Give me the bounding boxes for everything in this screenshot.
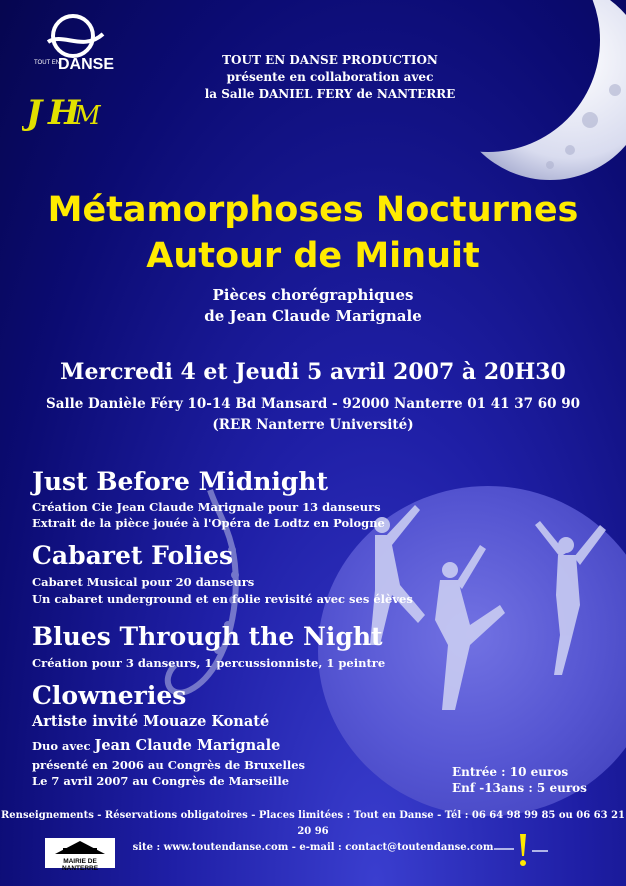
price-block	[452, 764, 587, 796]
show-4-guest: Artiste invité Mouaze Konaté	[32, 713, 270, 730]
svg-text:DANSE: DANSE	[58, 56, 115, 72]
main-subtitle: Autour de Minuit	[146, 236, 480, 276]
venue-transport: (RER Nanterre Université)	[212, 417, 414, 433]
mairie-logo	[45, 838, 115, 872]
choreography-credit	[0, 285, 626, 327]
choreography-line-2: de Jean Claude Marignale	[204, 307, 422, 325]
production-line-1: TOUT EN DANSE PRODUCTION	[222, 53, 438, 67]
show-4-duo-label: Duo avec	[32, 739, 91, 753]
partner-logo	[22, 92, 122, 132]
mairie-label: MAIRIE DE NANTERRE	[61, 858, 99, 872]
main-title: Métamorphoses Nocturnes	[47, 190, 579, 230]
production-line-2: présente en collaboration avec	[226, 70, 434, 84]
venue-address: Salle Danièle Féry 10-14 Bd Mansard - 92000 Nanterre 01 41 37 60 90	[45, 396, 580, 412]
show-2-line-1: Cabaret Musical pour 20 danseurs	[32, 575, 255, 589]
svg-text:H: H	[48, 93, 81, 132]
show-title-3: Blues Through the Night	[32, 622, 383, 651]
show-4-line-4: Le 7 avril 2007 au Congrès de Marseille	[32, 774, 290, 788]
tout-en-danse-logo	[28, 12, 118, 72]
show-4-line-1	[32, 714, 269, 730]
svg-text:J: J	[26, 93, 43, 132]
svg-text:M: M	[74, 101, 101, 131]
show-title-4: Clowneries	[32, 681, 187, 710]
venue-block	[0, 394, 626, 436]
show-1-line-1: Création Cie Jean Claude Marignale pour 13 danseurs	[32, 500, 381, 514]
event-date: Mercredi 4 et Jeudi 5 avril 2007 à 20H30	[60, 359, 566, 385]
show-4-duo-partner: Jean Claude Marignale	[94, 737, 281, 754]
show-title-1: Just Before Midnight	[32, 467, 329, 496]
production-line-3: la Salle DANIEL FERY de NANTERRE	[204, 87, 456, 101]
footer-web: site : www.toutendanse.com - e-mail : contact@toutendanse.com	[132, 842, 494, 853]
show-4-line-3: présenté en 2006 au Congrès de Bruxelles	[32, 758, 305, 772]
sponsor-logo	[490, 830, 550, 870]
production-block	[170, 52, 490, 103]
town-hall-icon	[45, 838, 115, 856]
show-4-line-2	[32, 738, 280, 754]
show-2-line-2: Un cabaret underground et en folie revisité avec ses élèves	[32, 592, 413, 606]
show-1-line-2: Extrait de la pièce jouée à l'Opéra de Lodtz en Pologne	[32, 516, 385, 530]
show-title-2: Cabaret Folies	[32, 541, 234, 570]
choreography-line-1: Pièces chorégraphiques	[212, 286, 414, 304]
price-child: Enf -13ans : 5 euros	[452, 781, 587, 795]
footer-contact: Renseignements - Réservations obligatoires - Places limitées : Tout en Danse - Tél : 06 64 98 99 85 ou 06 63 21 20 96	[1, 810, 625, 837]
svg-text:TOUT EN: TOUT EN	[34, 60, 61, 66]
price-adult: Entrée : 10 euros	[452, 765, 569, 779]
show-3-line-1: Création pour 3 danseurs, 1 percussionniste, 1 peintre	[32, 656, 386, 670]
